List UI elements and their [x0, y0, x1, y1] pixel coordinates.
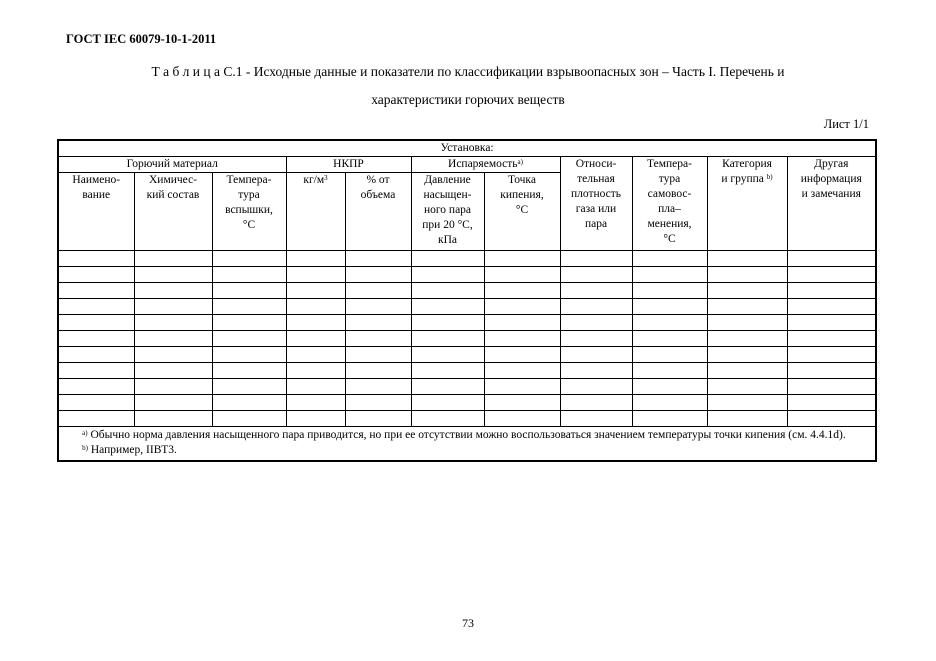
table-cell: [134, 411, 212, 427]
col-vapor-pressure-label: Давление насыщен- ного пара при 20 °С, кПа: [422, 174, 473, 246]
col-lel-kg-label: кг/м: [303, 174, 325, 186]
table-cell: [134, 363, 212, 379]
table-cell: [58, 395, 134, 411]
table-cell: [787, 411, 876, 427]
table-cell: [345, 283, 411, 299]
table-cell: [787, 331, 876, 347]
table-cell: [560, 395, 632, 411]
table-cell: [345, 363, 411, 379]
group-lel: НКПР: [286, 157, 411, 173]
table-cell: [632, 379, 707, 395]
table-cell: [286, 251, 345, 267]
table-cell: [560, 411, 632, 427]
table-cell: [134, 379, 212, 395]
table-cell: [286, 331, 345, 347]
sheet-label: Лист 1/1: [823, 117, 869, 131]
table-cell: [632, 395, 707, 411]
table-cell: [707, 267, 787, 283]
table-cell: [707, 315, 787, 331]
table-row: [58, 331, 876, 347]
table-cell: [212, 331, 286, 347]
table-row: [58, 315, 876, 331]
table-cell: [632, 251, 707, 267]
table-cell: [212, 379, 286, 395]
table-cell: [345, 315, 411, 331]
table-cell: [58, 411, 134, 427]
table-cell: [286, 299, 345, 315]
col-lel-vol-label: % от объема: [360, 174, 396, 201]
table-cell: [707, 283, 787, 299]
table-cell: [560, 363, 632, 379]
table-cell: [484, 251, 560, 267]
table-cell: [286, 347, 345, 363]
table-cell: [212, 267, 286, 283]
table-cell: [212, 251, 286, 267]
table-cell: [212, 283, 286, 299]
table-cell: [787, 363, 876, 379]
table-cell: [345, 299, 411, 315]
col-other-label: Другая информация и замечания: [800, 158, 862, 200]
table-cell: [212, 411, 286, 427]
table-cell: [58, 283, 134, 299]
footnote-b-mark: b): [82, 444, 88, 452]
col-flash-point: [212, 173, 286, 251]
page-number: 73: [462, 616, 474, 630]
table-cell: [787, 315, 876, 331]
col-boiling-point: [484, 173, 560, 251]
table-cell: [134, 267, 212, 283]
footnotes-cell: [58, 427, 876, 462]
table-cell: [345, 347, 411, 363]
col-relative-density-label: Относи- тельная плотность газа или пара: [570, 158, 622, 230]
table-cell: [787, 251, 876, 267]
table-cell: [787, 267, 876, 283]
table-cell: [787, 379, 876, 395]
table-row: [58, 299, 876, 315]
col-name-label: Наимено- вание: [72, 174, 121, 201]
table-cell: [411, 411, 484, 427]
table-cell: [411, 299, 484, 315]
table-cell: [411, 347, 484, 363]
col-autoignition-label: Темпера- тура самовос- пла– менения, °С: [647, 158, 692, 245]
col-lel-kg: [286, 173, 345, 251]
col-lel-vol: [345, 173, 411, 251]
table-cell: [58, 347, 134, 363]
table-row: [58, 363, 876, 379]
table-cell: [707, 331, 787, 347]
table-cell: [411, 251, 484, 267]
table-row: [58, 267, 876, 283]
table-cell: [345, 395, 411, 411]
table-cell: [560, 331, 632, 347]
table-cell: [560, 315, 632, 331]
table-cell: [484, 331, 560, 347]
table-cell: [484, 411, 560, 427]
table-row: [58, 411, 876, 427]
table-cell: [286, 395, 345, 411]
table-title-line2: характеристики горючих веществ: [371, 92, 565, 107]
col-other: [787, 157, 876, 251]
table-cell: [484, 395, 560, 411]
table-cell: [58, 299, 134, 315]
table-cell: [411, 331, 484, 347]
table-cell: [134, 299, 212, 315]
table-cell: [707, 379, 787, 395]
table-cell: [707, 395, 787, 411]
table-cell: [345, 379, 411, 395]
col-category-label: Категория и группа: [721, 158, 772, 185]
table-row: [58, 347, 876, 363]
table-cell: [484, 283, 560, 299]
col-category: [707, 157, 787, 251]
table-cell: [212, 395, 286, 411]
table-cell: [212, 347, 286, 363]
col-autoignition: [632, 157, 707, 251]
col-lel-kg-sup: 3: [324, 174, 328, 182]
table-cell: [58, 363, 134, 379]
installation-cell: Установка:: [58, 140, 876, 157]
table-cell: [345, 331, 411, 347]
footnote-b: [62, 443, 872, 458]
table-row: [58, 251, 876, 267]
table-cell: [632, 363, 707, 379]
table-cell: [560, 267, 632, 283]
table-cell: [411, 315, 484, 331]
table-cell: [58, 267, 134, 283]
footnote-b-text: Например, IIВТ3.: [90, 444, 177, 456]
group-volatility-note: a): [517, 158, 523, 166]
table-cell: [560, 379, 632, 395]
col-boiling-point-label: Точка кипения, °С: [500, 174, 544, 216]
table-cell: [632, 283, 707, 299]
footnote-a-text: Обычно норма давления насыщенного пара приводится, но при ее отсутствии можно воспользоваться значением температуры точки кипения (см. 4.4.1d).: [90, 429, 846, 441]
table-cell: [484, 315, 560, 331]
col-flash-point-label: Темпера- тура вспышки, °С: [225, 174, 273, 231]
table-cell: [286, 411, 345, 427]
table-cell: [484, 363, 560, 379]
table-row: [58, 395, 876, 411]
table-cell: [212, 299, 286, 315]
col-relative-density: [560, 157, 632, 251]
table-cell: [345, 267, 411, 283]
col-composition-label: Химичес- кий состав: [146, 174, 200, 201]
table-cell: [411, 283, 484, 299]
table-cell: [134, 331, 212, 347]
group-volatility: [411, 157, 560, 173]
empty-rows: [58, 251, 876, 427]
footnote-a-mark: a): [82, 429, 88, 437]
table-cell: [286, 267, 345, 283]
table-cell: [632, 299, 707, 315]
col-composition: [134, 173, 212, 251]
col-category-note: b): [766, 173, 773, 181]
table-cell: [134, 251, 212, 267]
table-cell: [632, 331, 707, 347]
table-cell: [560, 347, 632, 363]
table-cell: [707, 251, 787, 267]
table-cell: [58, 379, 134, 395]
table-cell: [134, 347, 212, 363]
table-cell: [787, 395, 876, 411]
table-cell: [560, 251, 632, 267]
table-cell: [345, 251, 411, 267]
table-cell: [411, 363, 484, 379]
table-cell: [632, 315, 707, 331]
table-cell: [707, 347, 787, 363]
col-name: [58, 173, 134, 251]
table-cell: [787, 347, 876, 363]
table-cell: [632, 347, 707, 363]
classification-table: [57, 139, 877, 462]
table-cell: [411, 395, 484, 411]
table-cell: [134, 315, 212, 331]
table-cell: [787, 299, 876, 315]
table-row: [58, 379, 876, 395]
group-volatility-label: Испаряемость: [448, 158, 518, 170]
table-cell: [484, 379, 560, 395]
table-cell: [707, 363, 787, 379]
table-cell: [707, 411, 787, 427]
table-cell: [58, 331, 134, 347]
table-cell: [484, 299, 560, 315]
table-cell: [560, 283, 632, 299]
table-cell: [286, 283, 345, 299]
table-cell: [411, 379, 484, 395]
table-cell: [560, 299, 632, 315]
table-cell: [286, 363, 345, 379]
table-cell: [286, 379, 345, 395]
table-cell: [212, 363, 286, 379]
table-title-line1: Т а б л и ц а С.1 - Исходные данные и показатели по классификации взрывоопасных зон – Часть I. Перечень и: [151, 64, 785, 79]
table-cell: [345, 411, 411, 427]
table-cell: [286, 315, 345, 331]
table-row: [58, 283, 876, 299]
table-cell: [58, 251, 134, 267]
table-cell: [707, 299, 787, 315]
col-vapor-pressure: [411, 173, 484, 251]
table-cell: [58, 315, 134, 331]
table-cell: [632, 267, 707, 283]
table-cell: [411, 267, 484, 283]
group-combustible: Горючий материал: [58, 157, 286, 173]
table-cell: [484, 267, 560, 283]
table-cell: [632, 411, 707, 427]
table-cell: [212, 315, 286, 331]
document-header: ГОСТ IEC 60079-10-1-2011: [66, 32, 217, 46]
table-cell: [484, 347, 560, 363]
table-cell: [787, 283, 876, 299]
table-cell: [134, 283, 212, 299]
footnote-a: [62, 428, 872, 443]
table-cell: [134, 395, 212, 411]
